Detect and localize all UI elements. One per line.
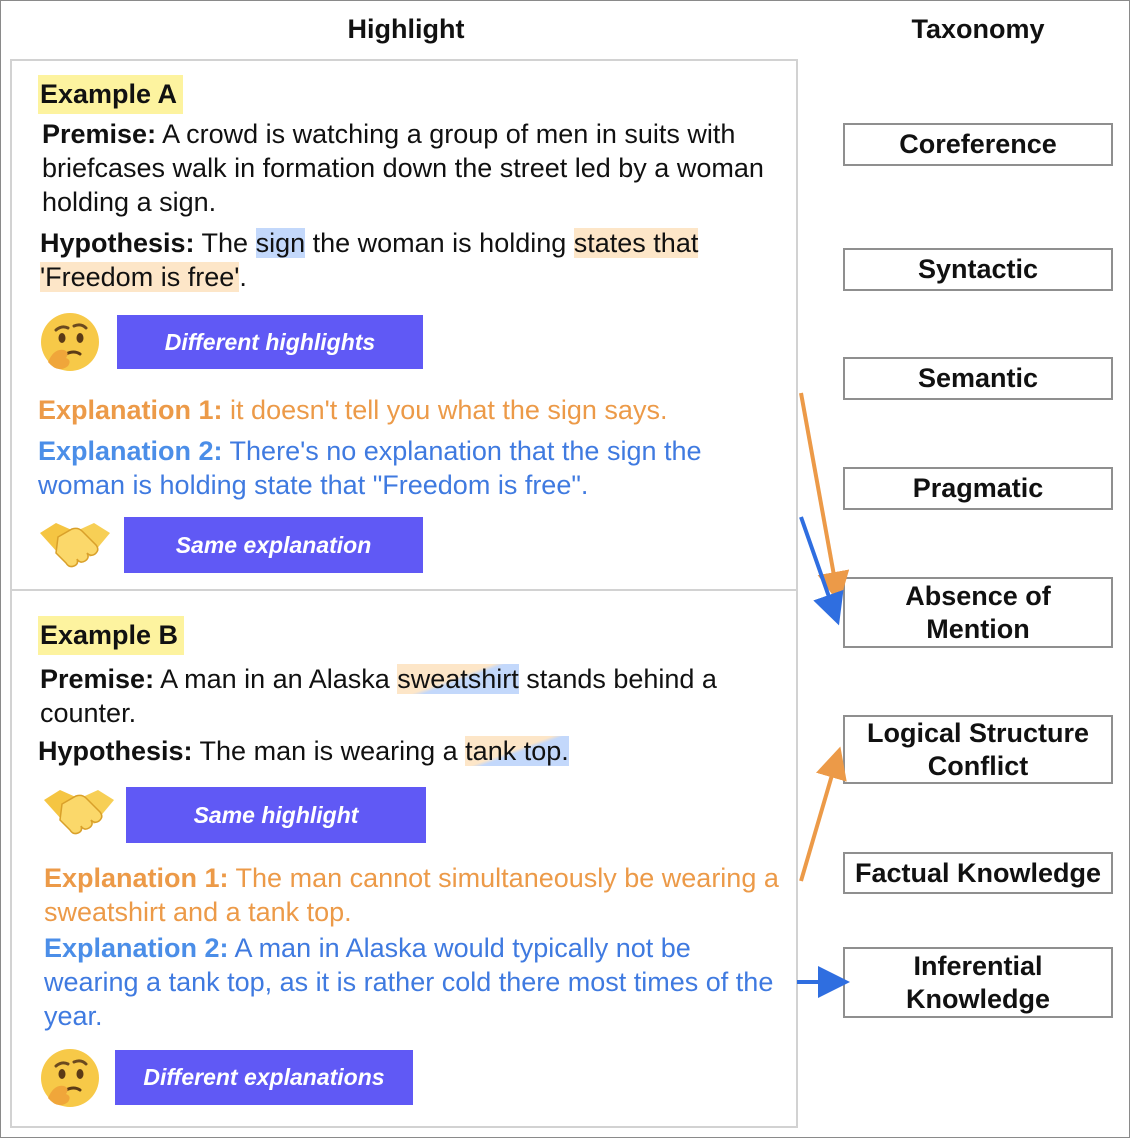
example-b-hypothesis-text-1: The man is wearing a <box>199 736 466 766</box>
example-b-explanation-2-label: Explanation 2: <box>44 933 229 963</box>
different-highlights-button: Different highlights <box>117 315 423 369</box>
example-a-highlight-states: states that 'Freedom is free' <box>40 228 699 292</box>
example-a-highlight-sign: sign <box>255 228 306 258</box>
example-b-premise-text-2: stands behind a counter. <box>40 664 717 728</box>
same-highlight-button: Same highlight <box>126 787 426 843</box>
arrow-example-a-exp1-absence <box>801 393 837 592</box>
example-a-explanation-1-label: Explanation 1: <box>38 395 223 425</box>
taxonomy-inferential-knowledge: Inferential Knowledge <box>843 947 1113 1018</box>
example-b-highlight-tank-top: tank top. <box>465 736 569 766</box>
example-a-hypothesis-text-1: The <box>201 228 256 258</box>
example-b-hypothesis-label: Hypothesis: <box>38 736 193 766</box>
example-a-explanation-2-label: Explanation 2: <box>38 436 223 466</box>
example-a-hypothesis-text-2: the woman is holding <box>305 228 574 258</box>
taxonomy-absence-of-mention: Absence of Mention <box>843 577 1113 648</box>
arrow-example-b-exp1-logical <box>801 758 837 881</box>
example-b-highlight-sweatshirt: sweatshirt <box>397 664 519 694</box>
example-b-explanation-1-text: The man cannot simultaneously be wearing a sweatshirt and a tank top. <box>44 863 779 927</box>
example-a-premise-label: Premise: <box>42 119 157 149</box>
example-b-explanation-2-text: A man in Alaska would typically not be wearing a tank top, as it is rather cold there most times of the year. <box>44 933 774 1031</box>
example-a-premise-text: A crowd is watching a group of men in suits with briefcases walk in formation down the street led by a woman holding a sign. <box>42 119 764 217</box>
arrow-example-a-exp2-absence <box>801 517 835 614</box>
taxonomy-coreference: Coreference <box>843 123 1113 166</box>
example-a-hypothesis-text-3: . <box>239 262 247 292</box>
example-b-premise-text-1: A man in an Alaska <box>160 664 398 694</box>
different-explanations-button: Different explanations <box>115 1050 413 1105</box>
example-a-explanation-2-text: There's no explanation that the sign the woman is holding state that "Freedom is free". <box>38 436 702 500</box>
header-taxonomy: Taxonomy <box>911 14 1045 44</box>
same-explanation-button: Same explanation <box>124 517 423 573</box>
example-b-explanation-1-label: Explanation 1: <box>44 863 229 893</box>
example-a-hypothesis-label: Hypothesis: <box>40 228 195 258</box>
taxonomy-logical-structure-conflict: Logical Structure Conflict <box>843 715 1113 784</box>
example-a-label: Example A <box>38 75 183 114</box>
header-highlight: Highlight <box>347 14 465 44</box>
taxonomy-syntactic: Syntactic <box>843 248 1113 291</box>
example-b-premise-label: Premise: <box>40 664 155 694</box>
example-a-explanation-1-text: it doesn't tell you what the sign says. <box>230 395 668 425</box>
taxonomy-factual-knowledge: Factual Knowledge <box>843 852 1113 894</box>
taxonomy-pragmatic: Pragmatic <box>843 467 1113 510</box>
example-b-label: Example B <box>38 616 184 655</box>
taxonomy-semantic: Semantic <box>843 357 1113 400</box>
